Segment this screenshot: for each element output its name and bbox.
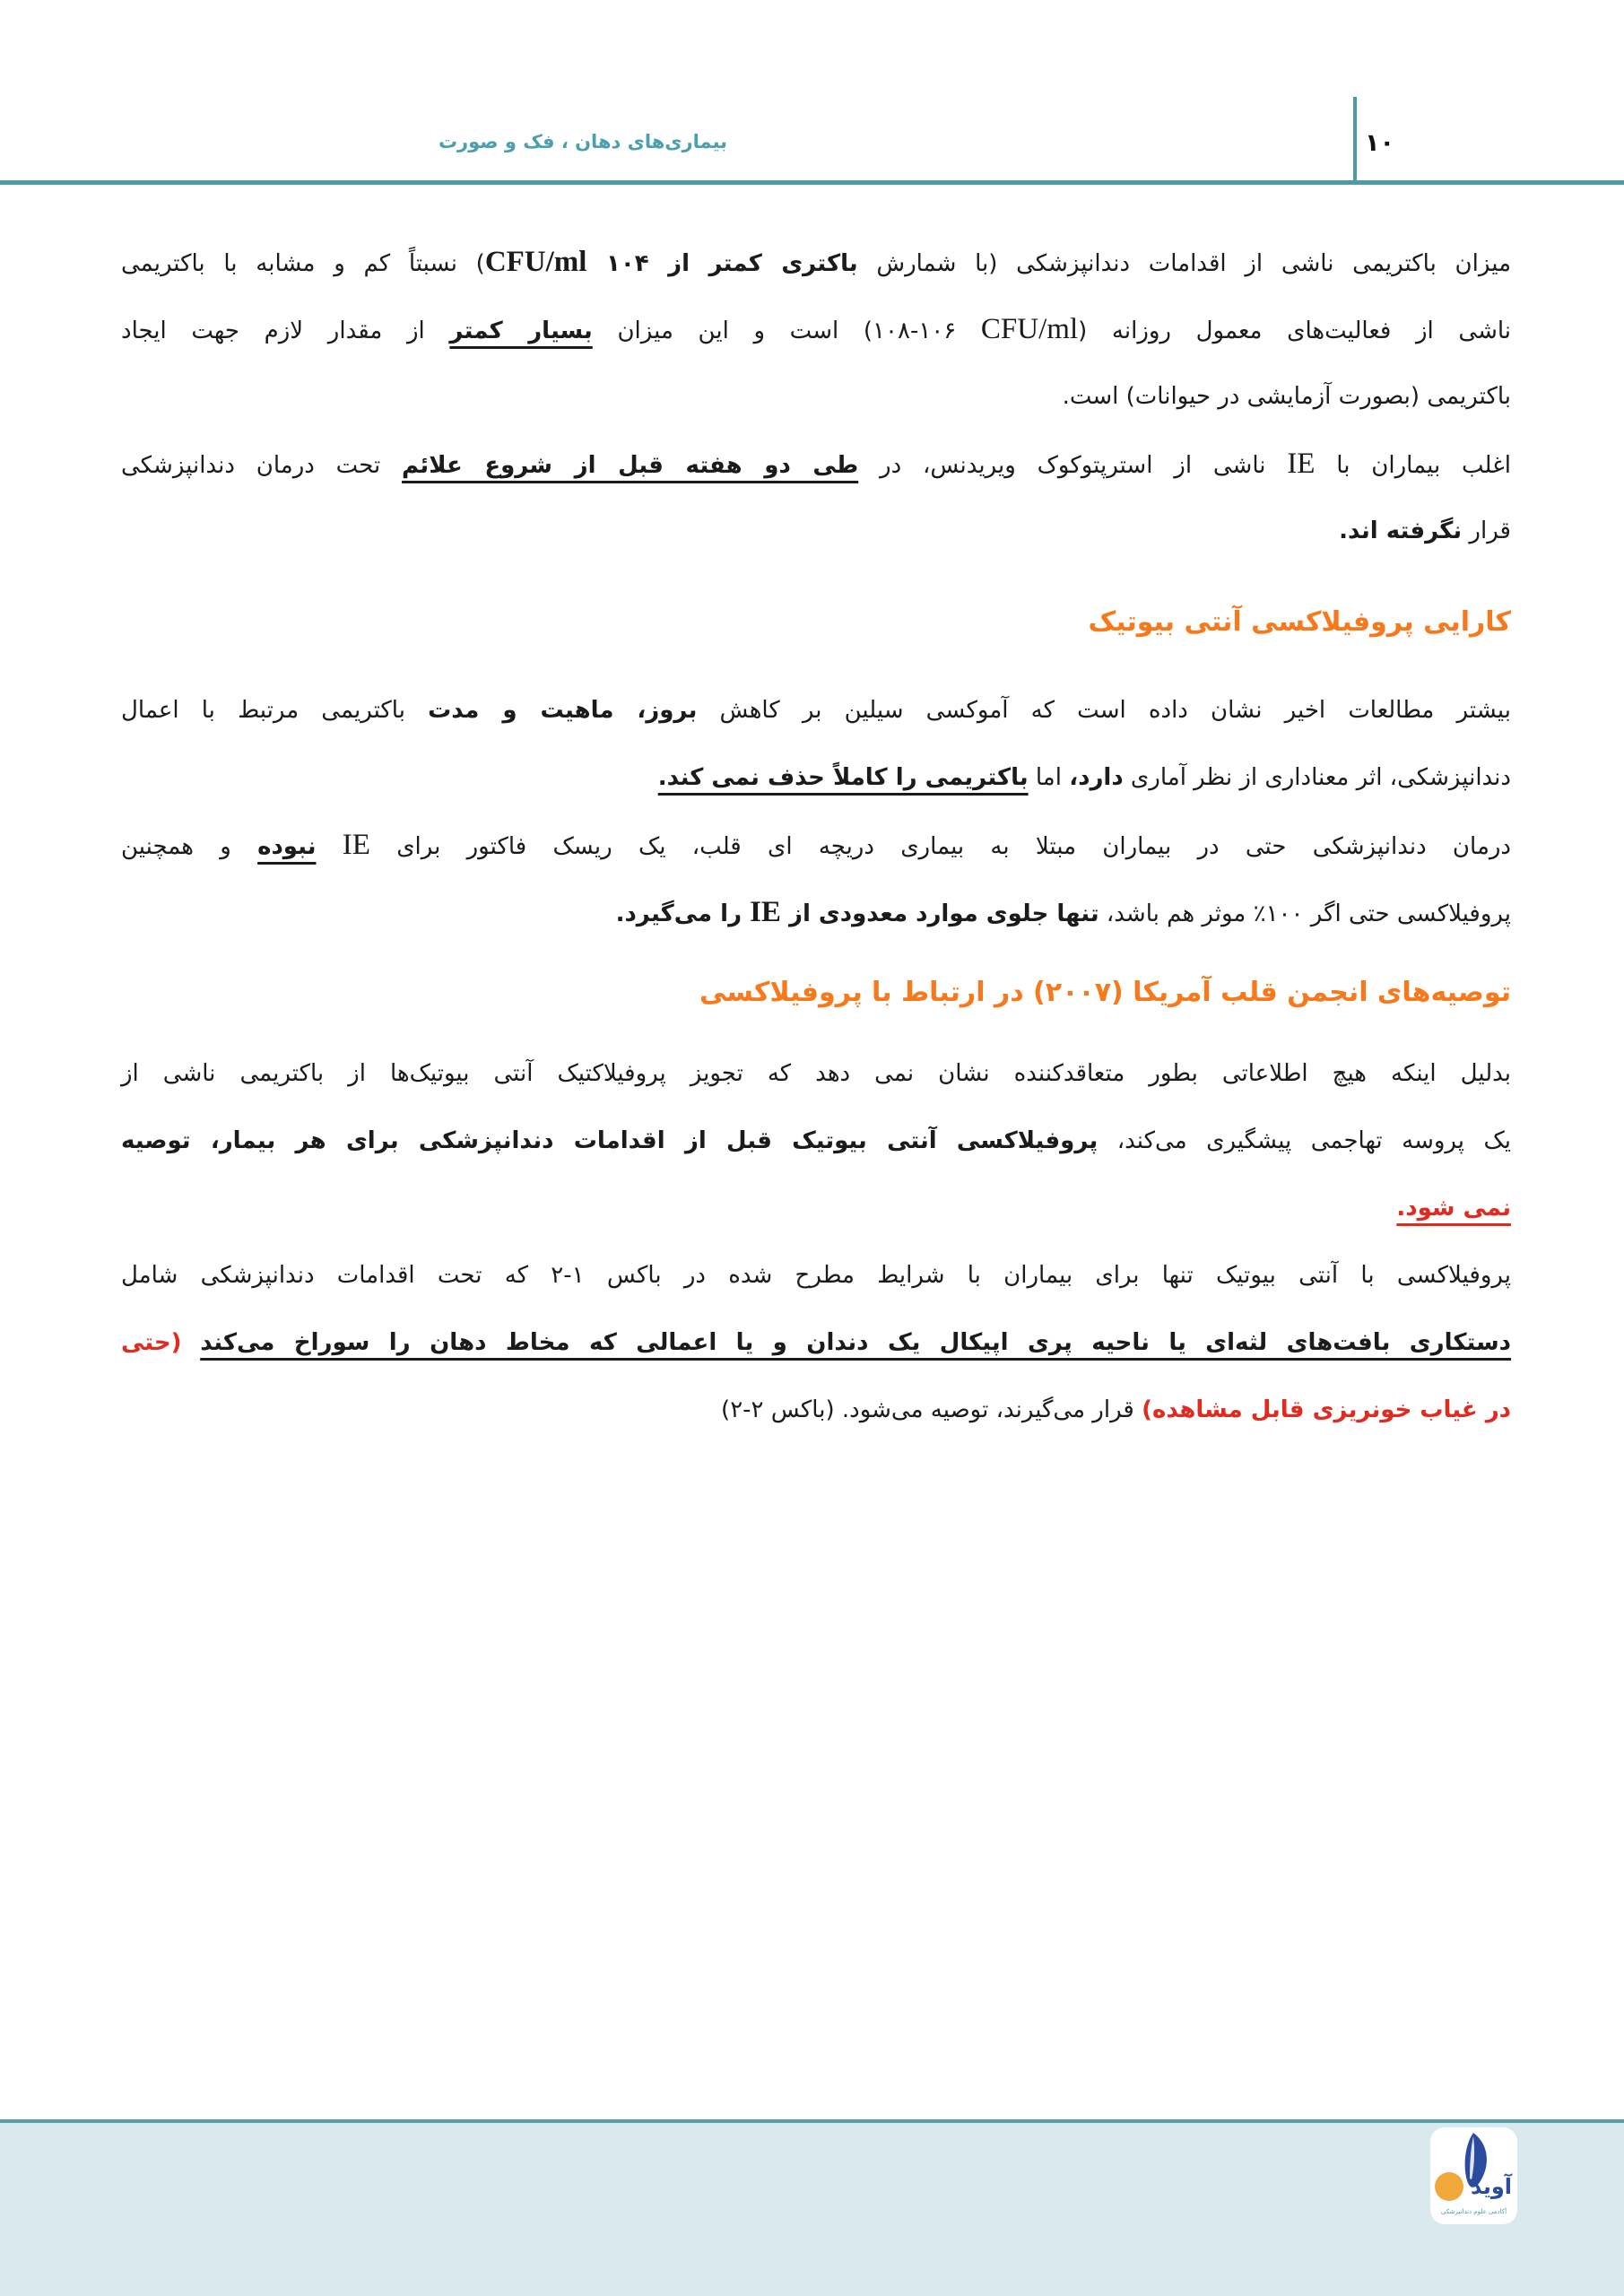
section-heading: کارایی پروفیلاکسی آنتی بیوتیک	[1088, 606, 1511, 638]
paragraph	[121, 812, 1511, 946]
text-line	[121, 744, 1511, 812]
text-line	[121, 1377, 1511, 1444]
text-run: اغلب بیماران با	[1315, 452, 1511, 479]
text-line	[121, 1309, 1511, 1377]
text-run: در غیاب خونریزی قابل مشاهده)	[1142, 1396, 1511, 1423]
text-run: دارد،	[1069, 764, 1124, 791]
text-run: میزان باکتریمی ناشی از اقدامات دندانپزشکی (با شمارش	[857, 250, 1511, 277]
paragraph	[121, 1242, 1511, 1444]
publisher-logo	[1430, 2127, 1517, 2224]
header-rule	[0, 180, 1624, 185]
text-run: باکتریمی را کاملاً حذف نمی کند.	[657, 764, 1029, 791]
text-run: پروفیلاکسی حتی اگر ۱۰۰٪ موثر هم باشد،	[1099, 900, 1511, 927]
header-divider-vertical	[1353, 97, 1357, 182]
text-line	[121, 296, 1511, 363]
running-header-title: بیماری‌های دهان ، فک و صورت	[438, 131, 728, 152]
text-run: اما	[1028, 764, 1070, 791]
text-line	[121, 1040, 1511, 1108]
text-line	[121, 879, 1511, 946]
text-run: تنها جلوی موارد معدودی از	[780, 900, 1099, 927]
text-run: طی دو هفته قبل از شروع علائم	[402, 452, 859, 479]
latin-term: IE	[1287, 448, 1316, 480]
latin-term: CFU/ml	[980, 313, 1079, 345]
text-run: ۱۰۶-۱۰۸) است و این میزان	[592, 317, 981, 344]
text-run: (حتی	[121, 1329, 182, 1356]
section-heading: توصیه‌های انجمن قلب آمریکا (۲۰۰۷) در ارتباط با پروفیلاکسی	[699, 977, 1511, 1008]
text-run: نمی شود.	[1396, 1195, 1511, 1222]
text-run: بروز، ماهیت و مدت	[428, 697, 698, 724]
text-line	[121, 1175, 1511, 1242]
paragraph	[121, 677, 1511, 812]
text-line	[121, 812, 1511, 879]
text-run: و همچنین	[121, 833, 258, 860]
logo-subtitle: آکادمی علوم دندانپزشکی	[1440, 2208, 1507, 2215]
text-run: باکتریمی (بصورت آزمایشی در حیوانات) است.	[1062, 383, 1511, 410]
latin-term: CFU/ml	[484, 246, 587, 278]
text-run: نگرفته اند.	[1339, 517, 1463, 544]
latin-term: IE	[342, 829, 370, 861]
text-run: یک پروسه تهاجمی پیشگیری می‌کند،	[1098, 1127, 1511, 1154]
text-run: ) نسبتاً کم و مشابه با باکتریمی	[121, 250, 485, 277]
text-run: قرار می‌گیرند، توصیه می‌شود. (باکس ۲-۲)	[721, 1396, 1142, 1423]
text-run: دندانپزشکی، اثر معناداری از نظر آماری	[1123, 764, 1511, 791]
text-run: بسیار کمتر	[449, 317, 593, 344]
text-line	[121, 430, 1511, 498]
text-run	[316, 833, 342, 860]
text-line	[121, 363, 1511, 430]
text-run: را می‌گیرد.	[615, 900, 751, 927]
text-run: ناشی از فعالیت‌های معمول روزانه (	[1078, 317, 1512, 344]
text-run: پروفیلاکسی آنتی بیوتیک قبل از اقدامات دندانپزشکی برای هر بیمار، توصیه	[121, 1127, 1099, 1154]
text-run: تحت درمان دندانپزشکی	[121, 452, 403, 479]
text-run: قرار	[1462, 517, 1511, 544]
logo-wordmark: آوید	[1470, 2174, 1512, 2199]
text-line	[121, 498, 1511, 565]
footer-band	[0, 2119, 1624, 2296]
text-line	[121, 1242, 1511, 1309]
text-run: درمان دندانپزشکی حتی در بیماران مبتلا به بیماری دریچه ای قلب، یک ریسک فاکتور برای	[369, 833, 1511, 860]
text-run: نبوده	[257, 833, 317, 860]
text-run	[182, 1329, 201, 1356]
paragraph	[121, 229, 1511, 430]
document-body	[121, 229, 1511, 1444]
paragraph	[121, 430, 1511, 565]
text-run: بیشتر مطالعات اخیر نشان داده است که آموکسی سیلین بر کاهش	[697, 697, 1511, 724]
paragraph	[121, 1040, 1511, 1242]
page-number: ۱۰	[1365, 129, 1394, 157]
text-run: دستکاری بافت‌های لثه‌ای یا ناحیه پری اپیکال یک دندان و یا اعمالی که مخاط دهان را سوراخ می‌کند	[200, 1329, 1511, 1356]
text-run: از مقدار لازم جهت ایجاد	[121, 317, 450, 344]
text-run: باکتریمی مرتبط با اعمال	[121, 697, 429, 724]
text-line	[121, 1108, 1511, 1175]
text-run: ناشی از استرپتوکوک ویریدنس، در	[858, 452, 1288, 479]
text-run: باکتری کمتر از ۱۰۴	[586, 250, 858, 277]
latin-term: IE	[750, 896, 781, 928]
text-line	[121, 229, 1511, 296]
text-line	[121, 677, 1511, 744]
text-run: بدلیل اینکه هیچ اطلاعاتی بطور متعاقدکننده نشان نمی دهد که تجویز پروفیلاکتیک آنتی بیوتیک‌ها از باکتریمی ناشی از	[121, 1060, 1511, 1087]
text-run: پروفیلاکسی با آنتی بیوتیک تنها برای بیماران با شرایط مطرح شده در باکس ۱-۲ که تحت اقدامات دندانپزشکی شامل	[121, 1262, 1511, 1289]
